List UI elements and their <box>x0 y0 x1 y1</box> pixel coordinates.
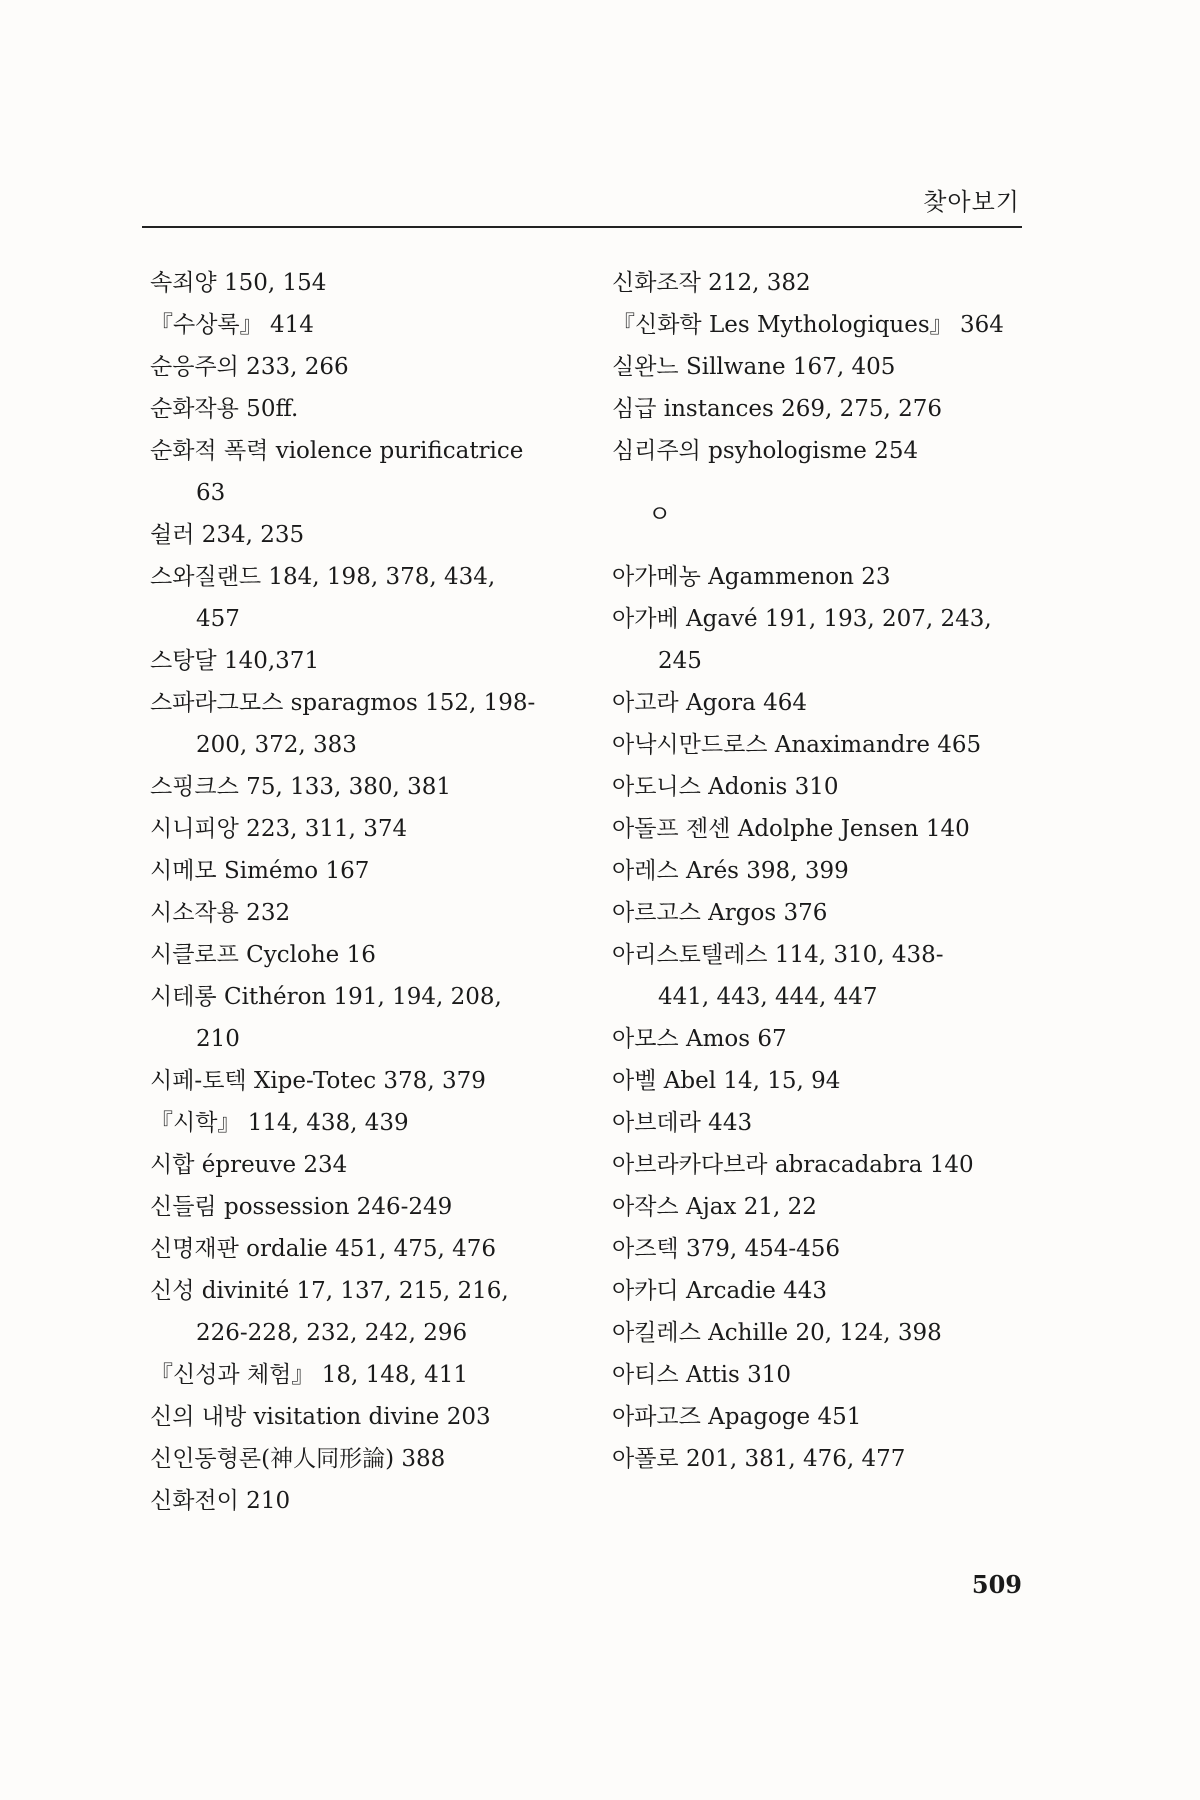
index-entry: 아고라 Agora 464 <box>612 690 808 716</box>
index-entry: 실완느 Sillwane 167, 405 <box>612 354 896 380</box>
index-entry: 아파고즈 Apagoge 451 <box>612 1404 862 1430</box>
index-entry: 시합 épreuve 234 <box>150 1152 348 1178</box>
index-entry: 순화작용 50ff. <box>150 396 299 422</box>
index-entry: 『시학』 114, 438, 439 <box>150 1110 409 1136</box>
index-entry: 스파라그모스 sparagmos 152, 198- <box>150 690 536 716</box>
index-entry: 『신화학 Les Mythologiques』 364 <box>612 312 1004 338</box>
index-entry: 『수상록』 414 <box>150 312 314 338</box>
index-entry: 신성 divinité 17, 137, 215, 216, <box>150 1278 509 1304</box>
running-head: 찾아보기 <box>923 188 1020 216</box>
index-entry-continuation: 210 <box>196 1026 240 1052</box>
index-entry-continuation: 441, 443, 444, 447 <box>658 984 878 1010</box>
index-entry: 아가베 Agavé 191, 193, 207, 243, <box>612 606 992 632</box>
index-entry: 신인동형론(神人同形論) 388 <box>150 1446 446 1472</box>
index-entry: 아벨 Abel 14, 15, 94 <box>612 1068 841 1094</box>
index-entry: 아레스 Arés 398, 399 <box>612 858 849 884</box>
index-entry: 아르고스 Argos 376 <box>612 900 828 926</box>
right-index-group-top <box>612 262 1052 472</box>
index-entry: 아작스 Ajax 21, 22 <box>612 1194 817 1220</box>
index-entry: 순화적 폭력 violence purificatrice <box>150 438 524 464</box>
index-entry: 심리주의 psyhologisme 254 <box>612 438 919 464</box>
index-entry: 속죄양 150, 154 <box>150 270 327 296</box>
index-entry: 『신성과 체험』 18, 148, 411 <box>150 1362 469 1388</box>
right-index-column <box>612 262 1052 1480</box>
index-entry: 아폴로 201, 381, 476, 477 <box>612 1446 906 1472</box>
index-entry: 아카디 Arcadie 443 <box>612 1278 828 1304</box>
left-index-column <box>150 262 590 1522</box>
index-entry: 아돌프 젠센 Adolphe Jensen 140 <box>612 816 970 842</box>
right-index-group-bottom <box>612 556 1052 1480</box>
index-entry: 시페-토텍 Xipe-Totec 378, 379 <box>150 1068 486 1094</box>
section-letter: ㅇ <box>648 500 672 528</box>
index-entry: 아리스토텔레스 114, 310, 438- <box>612 942 944 968</box>
index-entry-continuation: 200, 372, 383 <box>196 732 357 758</box>
index-entry: 아도니스 Adonis 310 <box>612 774 839 800</box>
index-entry: 아브데라 443 <box>612 1110 753 1136</box>
index-entry: 시클로프 Cyclohe 16 <box>150 942 376 968</box>
index-entry: 시메모 Simémo 167 <box>150 858 370 884</box>
index-entry: 스와질랜드 184, 198, 378, 434, <box>150 564 496 590</box>
index-entry: 순응주의 233, 266 <box>150 354 349 380</box>
index-entry: 아브라카다브라 abracadabra 140 <box>612 1152 974 1178</box>
index-entry-continuation: 63 <box>196 480 226 506</box>
index-entry: 스탕달 140,371 <box>150 648 320 674</box>
header-rule <box>142 226 1022 228</box>
index-entry: 신화전이 210 <box>150 1488 291 1514</box>
index-entry-continuation: 245 <box>658 648 702 674</box>
index-entry: 쉴러 234, 235 <box>150 522 305 548</box>
index-entry: 심급 instances 269, 275, 276 <box>612 396 943 422</box>
index-entry: 아티스 Attis 310 <box>612 1362 792 1388</box>
index-entry: 시니피앙 223, 311, 374 <box>150 816 408 842</box>
index-entry-continuation: 226-228, 232, 242, 296 <box>196 1320 468 1346</box>
index-entry: 신화조작 212, 382 <box>612 270 811 296</box>
index-entry: 신의 내방 visitation divine 203 <box>150 1404 491 1430</box>
index-entry: 시소작용 232 <box>150 900 291 926</box>
page-number: 509 <box>971 1570 1022 1599</box>
index-entry: 스핑크스 75, 133, 380, 381 <box>150 774 452 800</box>
index-entry: 아낙시만드로스 Anaximandre 465 <box>612 732 982 758</box>
index-entry: 신명재판 ordalie 451, 475, 476 <box>150 1236 497 1262</box>
index-entry: 아킬레스 Achille 20, 124, 398 <box>612 1320 942 1346</box>
index-entry: 아가메농 Agammenon 23 <box>612 564 891 590</box>
index-entry: 아즈텍 379, 454-456 <box>612 1236 841 1262</box>
index-entry: 신들림 possession 246-249 <box>150 1194 453 1220</box>
index-entry: 시테롱 Cithéron 191, 194, 208, <box>150 984 502 1010</box>
index-entry-continuation: 457 <box>196 606 240 632</box>
index-entry: 아모스 Amos 67 <box>612 1026 787 1052</box>
